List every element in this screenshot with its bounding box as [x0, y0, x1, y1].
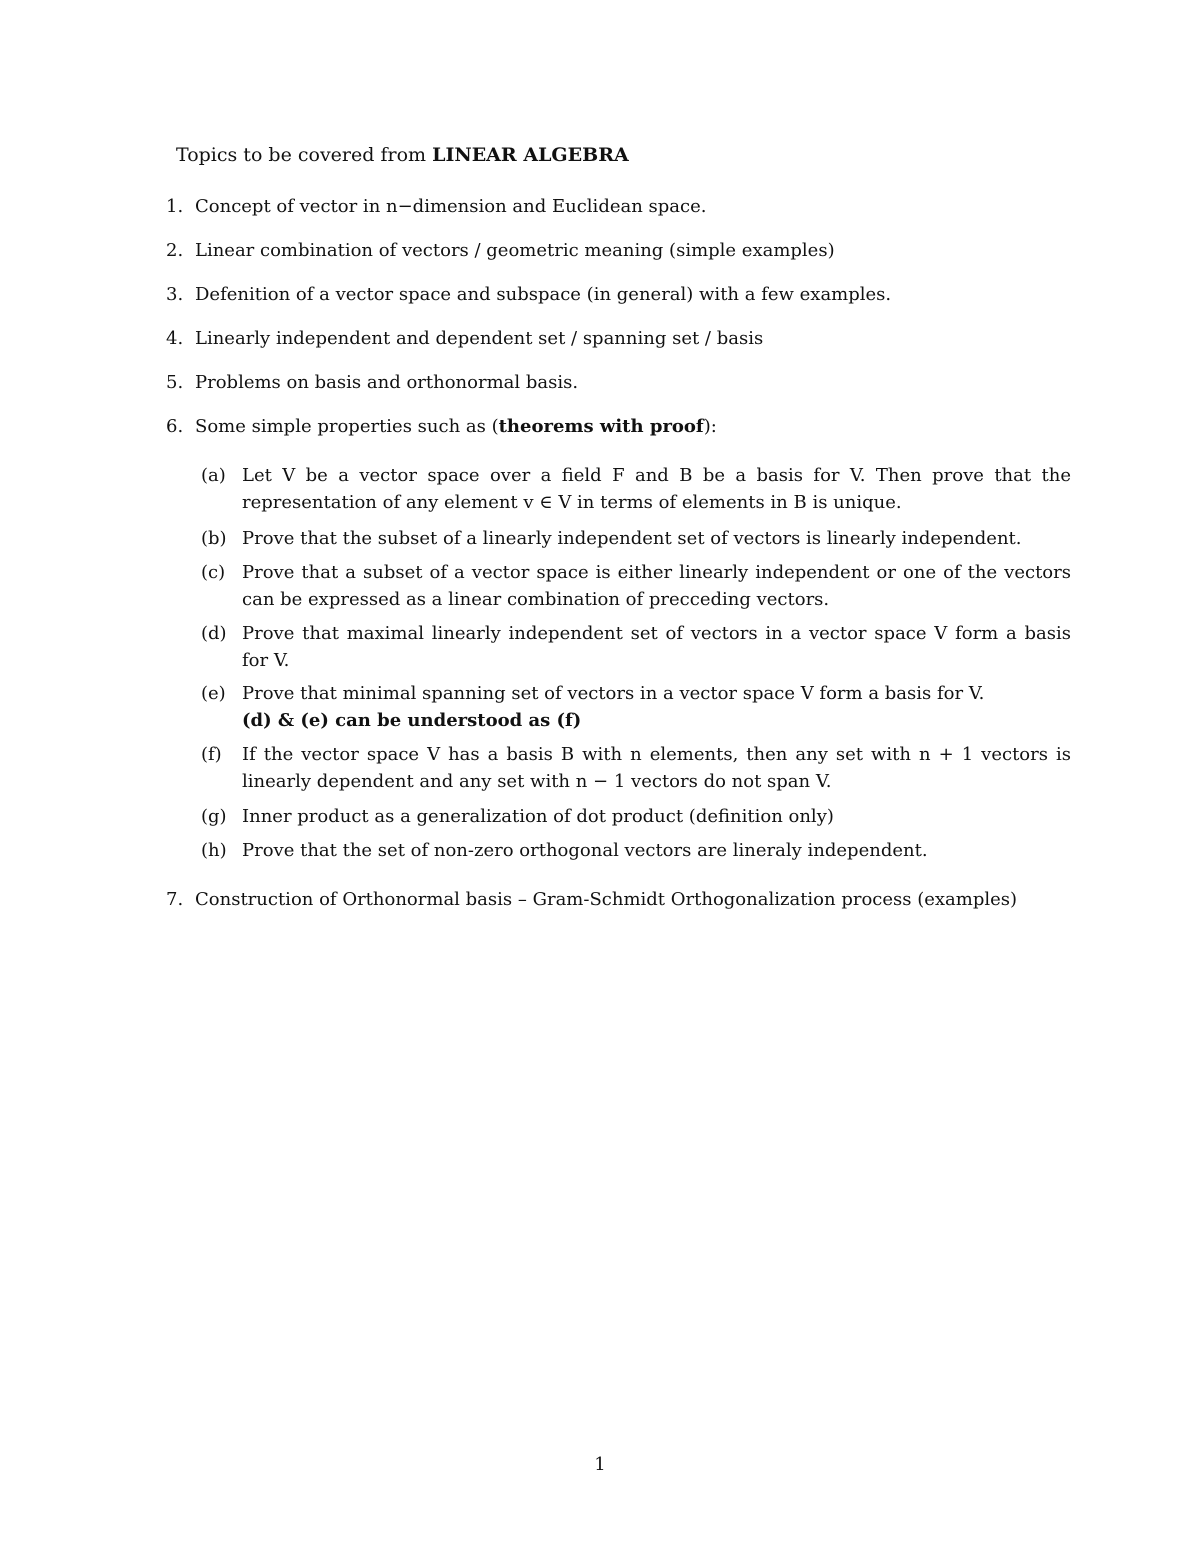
sub-item-label: (h) [201, 840, 227, 861]
sub-item-body [242, 680, 1071, 734]
sub-item-label: (e) [201, 683, 226, 704]
item-text: Defenition of a vector space and subspace (in general) with a few examples. [195, 284, 892, 305]
sub-item [201, 559, 1071, 613]
item-text: Concept of vector in n−dimension and Euclidean space. [195, 196, 707, 217]
page-title [176, 144, 629, 166]
sub-item-body [242, 462, 1071, 516]
sub-item-line: Let V be a vector space over a field F and B be a basis for V. Then prove that the [242, 465, 1071, 486]
sub-item-body [242, 559, 1071, 613]
sub-item-line: Prove that maximal linearly independent set of vectors in a vector space V form a basis [242, 623, 1071, 644]
sub-item-note: (d) & (e) can be understood as (f) [242, 710, 582, 731]
item-number: 2. [166, 240, 184, 261]
item-text: Linearly independent and dependent set / spanning set / basis [195, 328, 764, 349]
sub-item [201, 837, 1071, 864]
item-text-bold: theorems with proof [498, 416, 704, 437]
item-number: 7. [166, 889, 184, 910]
page-number: 1 [594, 1454, 606, 1475]
sub-item-line: Prove that the set of non-zero orthogonal vectors are lineraly independent. [242, 840, 928, 861]
title-prefix: Topics to be covered from [176, 144, 427, 166]
sub-item-body [242, 803, 1071, 830]
sub-item [201, 620, 1071, 674]
sub-item [201, 741, 1071, 795]
list-item [166, 413, 1066, 440]
item-number: 3. [166, 284, 184, 305]
sub-item-label: (d) [201, 623, 227, 644]
sub-item-body [242, 741, 1071, 795]
item-number: 5. [166, 372, 184, 393]
sub-item-line: Prove that minimal spanning set of vectors in a vector space V form a basis for V. [242, 683, 985, 704]
sub-item-line: Inner product as a generalization of dot product (definition only) [242, 806, 834, 827]
sub-item-label: (f) [201, 744, 222, 765]
sub-item [201, 462, 1071, 516]
sub-item-body [242, 620, 1071, 674]
item-text: Linear combination of vectors / geometric meaning (simple examples) [195, 240, 835, 261]
sub-item-label: (a) [201, 465, 226, 486]
sub-item-line: Prove that a subset of a vector space is either linearly independent or one of the vectors [242, 562, 1071, 583]
sub-item-line: for V. [242, 650, 290, 671]
item-number: 6. [166, 416, 184, 437]
sub-item [201, 525, 1071, 552]
item-text-after: ): [703, 416, 717, 437]
sub-item-label: (c) [201, 562, 226, 583]
item-number: 1. [166, 196, 184, 217]
list-item [166, 193, 1066, 220]
sub-item-line: representation of any element v ∈ V in terms of elements in B is unique. [242, 492, 902, 513]
list-item [166, 237, 1066, 264]
sub-item-label: (b) [201, 528, 227, 549]
list-item [166, 281, 1066, 308]
title-subject: LINEAR ALGEBRA [432, 144, 629, 166]
item-text: Problems on basis and orthonormal basis. [195, 372, 579, 393]
list-item [166, 369, 1066, 396]
sub-item-line: Prove that the subset of a linearly independent set of vectors is linearly independent. [242, 528, 1022, 549]
list-item [166, 886, 1066, 913]
sub-item [201, 680, 1071, 734]
item-text-before: Some simple properties such as ( [195, 416, 499, 437]
item-number: 4. [166, 328, 184, 349]
sub-item-label: (g) [201, 806, 227, 827]
sub-item-line: If the vector space V has a basis B with n elements, then any set with n + 1 vectors is [242, 744, 1071, 765]
sub-item-body [242, 525, 1071, 552]
sub-item-line: can be expressed as a linear combination of precceding vectors. [242, 589, 830, 610]
list-item [166, 325, 1066, 352]
sub-item [201, 803, 1071, 830]
sub-item-body [242, 837, 1071, 864]
sub-item-line: linearly dependent and any set with n − 1 vectors do not span V. [242, 771, 832, 792]
item-text: Construction of Orthonormal basis – Gram-Schmidt Orthogonalization process (examples) [195, 889, 1018, 910]
